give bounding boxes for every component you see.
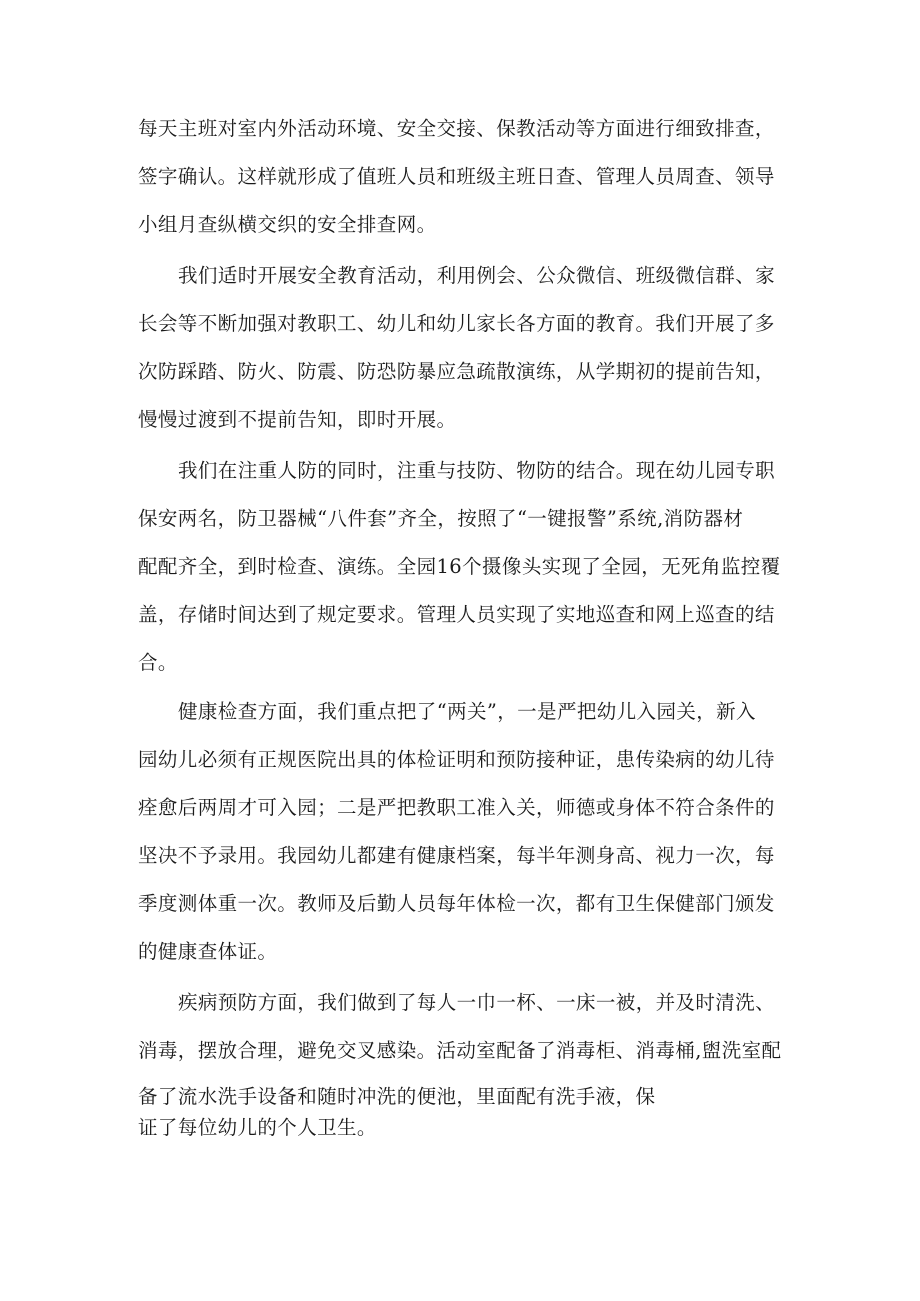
text-line: 保安两名，防卫器械“八件套”齐全，按照了“一键报警”系统,消防器材	[138, 507, 744, 530]
text-line: 备了流水洗手设备和随时冲洗的便池，里面配有洗手液，保	[138, 1085, 656, 1108]
text-line: 证了每位幼儿的个人卫生。	[138, 1116, 377, 1139]
paragraph-first-line: 健康检查方面，我们重点把了“两关”，一是严把幼儿入园关，新入	[178, 700, 756, 723]
text-line: 每天主班对室内外活动环境、安全交接、保教活动等方面进行细致排查，	[138, 117, 775, 140]
text-line: 慢慢过渡到不提前告知，即时开展。	[138, 408, 457, 431]
paragraph-first-line: 我们在注重人防的同时，注重与技防、物防的结合。现在幼儿园专职	[178, 459, 776, 482]
text-line: 长会等不断加强对教职工、幼儿和幼儿家长各方面的教育。我们开展了多	[138, 312, 775, 335]
text-line: 合。	[138, 651, 178, 674]
paragraph-first-line: 我们适时开展安全教育活动，利用例会、公众微信、班级微信群、家	[178, 264, 776, 287]
text-line: 园幼儿必须有正规医院出具的体检证明和预防接种证，患传染病的幼儿待	[138, 748, 775, 771]
text-line: 小组月查纵横交织的安全排查网。	[138, 213, 437, 236]
text-line: 的健康查体证。	[138, 940, 278, 963]
text-line: 痊愈后两周才可入园；二是严把教职工准入关，师德或身体不符合条件的	[138, 796, 775, 819]
text-line: 配配齐全，到时检查、演练。全园16个摄像头实现了全园，无死角监控覆	[138, 555, 781, 578]
text-line: 季度测体重一次。教师及后勤人员每年体检一次，都有卫生保健部门颁发	[138, 892, 775, 915]
text-line: 次防踩踏、防火、防震、防恐防暴应急疏散演练，从学期初的提前告知，	[138, 360, 775, 383]
text-line: 签字确认。这样就形成了值班人员和班级主班日查、管理人员周查、领导	[138, 165, 775, 188]
text-line: 坚决不予录用。我园幼儿都建有健康档案，每半年测身高、视力一次，每	[138, 844, 775, 867]
paragraph-first-line: 疾病预防方面，我们做到了每人一巾一杯、一床一被，并及时清洗、	[178, 991, 776, 1014]
text-line: 盖，存储时间达到了规定要求。管理人员实现了实地巡查和网上巡查的结	[138, 603, 775, 626]
text-line: 消毒，摆放合理，避免交叉感染。活动室配备了消毒柜、消毒桶,盥洗室配	[138, 1039, 782, 1062]
